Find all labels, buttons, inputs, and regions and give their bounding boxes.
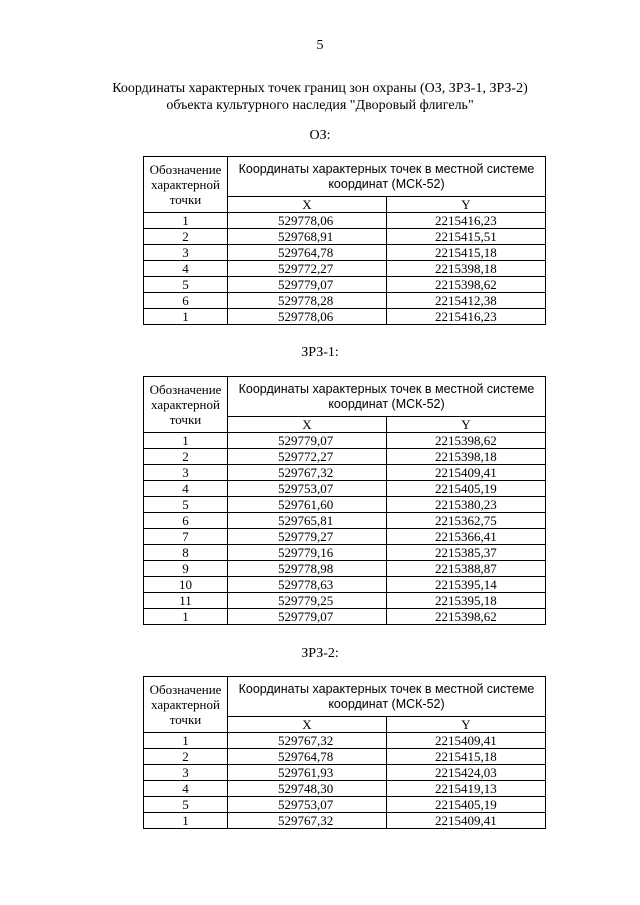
table-row xyxy=(144,465,546,481)
table-row xyxy=(144,245,546,261)
x-coordinate-cell: 529778,98 xyxy=(228,561,387,577)
coordinate-system-header: Координаты характерных точек в местной системе координат (МСК-52) xyxy=(228,677,546,717)
x-coordinate-cell: 529767,32 xyxy=(228,465,387,481)
x-coordinate-cell: 529767,32 xyxy=(228,733,387,749)
y-column-header: Y xyxy=(387,197,546,213)
table-row xyxy=(144,229,546,245)
point-number-cell: 11 xyxy=(144,593,228,609)
x-coordinate-cell: 529778,28 xyxy=(228,293,387,309)
x-coordinate-cell: 529779,27 xyxy=(228,529,387,545)
y-coordinate-cell: 2215416,23 xyxy=(387,213,546,229)
table-row xyxy=(144,577,546,593)
coordinates-table-oz xyxy=(143,156,546,325)
point-number-cell: 2 xyxy=(144,229,228,245)
table-row xyxy=(144,593,546,609)
y-coordinate-cell: 2215416,23 xyxy=(387,309,546,325)
x-column-header: X xyxy=(228,417,387,433)
point-number-cell: 4 xyxy=(144,261,228,277)
x-coordinate-cell: 529761,60 xyxy=(228,497,387,513)
table-row xyxy=(144,813,546,829)
table-row xyxy=(144,529,546,545)
y-column-header: Y xyxy=(387,417,546,433)
table-row xyxy=(144,545,546,561)
point-number-cell: 5 xyxy=(144,497,228,513)
table-row xyxy=(144,561,546,577)
table-row xyxy=(144,749,546,765)
x-coordinate-cell: 529764,78 xyxy=(228,245,387,261)
y-coordinate-cell: 2215398,18 xyxy=(387,261,546,277)
coordinate-system-header: Координаты характерных точек в местной системе координат (МСК-52) xyxy=(228,377,546,417)
y-coordinate-cell: 2215415,51 xyxy=(387,229,546,245)
x-coordinate-cell: 529767,32 xyxy=(228,813,387,829)
y-coordinate-cell: 2215419,13 xyxy=(387,781,546,797)
table-row xyxy=(144,293,546,309)
y-coordinate-cell: 2215405,19 xyxy=(387,481,546,497)
table-row xyxy=(144,277,546,293)
point-number-cell: 3 xyxy=(144,765,228,781)
x-coordinate-cell: 529768,91 xyxy=(228,229,387,245)
point-number-cell: 3 xyxy=(144,245,228,261)
y-column-header: Y xyxy=(387,717,546,733)
point-designation-header: Обозначение характерной точки xyxy=(144,377,228,433)
document-title-line-1: Координаты характерных точек границ зон охраны (ОЗ, ЗРЗ-1, ЗРЗ-2) xyxy=(112,81,528,96)
y-coordinate-cell: 2215398,18 xyxy=(387,449,546,465)
table-row xyxy=(144,513,546,529)
section-heading-zrz-2: ЗРЗ-2: xyxy=(301,646,339,661)
point-number-cell: 1 xyxy=(144,813,228,829)
point-number-cell: 4 xyxy=(144,781,228,797)
y-coordinate-cell: 2215405,19 xyxy=(387,797,546,813)
point-designation-header: Обозначение характерной точки xyxy=(144,677,228,733)
x-coordinate-cell: 529772,27 xyxy=(228,449,387,465)
table-row xyxy=(144,309,546,325)
y-coordinate-cell: 2215409,41 xyxy=(387,465,546,481)
point-number-cell: 1 xyxy=(144,733,228,749)
point-designation-header: Обозначение характерной точки xyxy=(144,157,228,213)
y-coordinate-cell: 2215385,37 xyxy=(387,545,546,561)
x-coordinate-cell: 529779,25 xyxy=(228,593,387,609)
x-coordinate-cell: 529765,81 xyxy=(228,513,387,529)
y-coordinate-cell: 2215398,62 xyxy=(387,277,546,293)
coordinates-table-zrz-1 xyxy=(143,376,546,625)
y-coordinate-cell: 2215362,75 xyxy=(387,513,546,529)
x-coordinate-cell: 529772,27 xyxy=(228,261,387,277)
y-coordinate-cell: 2215395,14 xyxy=(387,577,546,593)
y-coordinate-cell: 2215409,41 xyxy=(387,733,546,749)
point-number-cell: 5 xyxy=(144,797,228,813)
section-heading-oz: ОЗ: xyxy=(309,128,331,143)
document-title xyxy=(0,80,640,114)
y-coordinate-cell: 2215415,18 xyxy=(387,245,546,261)
y-coordinate-cell: 2215415,18 xyxy=(387,749,546,765)
x-coordinate-cell: 529779,07 xyxy=(228,609,387,625)
point-number-cell: 9 xyxy=(144,561,228,577)
table-row xyxy=(144,213,546,229)
y-coordinate-cell: 2215424,03 xyxy=(387,765,546,781)
x-coordinate-cell: 529753,07 xyxy=(228,797,387,813)
y-coordinate-cell: 2215395,18 xyxy=(387,593,546,609)
point-number-cell: 2 xyxy=(144,749,228,765)
x-coordinate-cell: 529753,07 xyxy=(228,481,387,497)
table-row xyxy=(144,449,546,465)
table-row xyxy=(144,261,546,277)
point-number-cell: 3 xyxy=(144,465,228,481)
point-number-cell: 8 xyxy=(144,545,228,561)
y-coordinate-cell: 2215380,23 xyxy=(387,497,546,513)
table-row xyxy=(144,433,546,449)
point-number-cell: 1 xyxy=(144,609,228,625)
x-coordinate-cell: 529764,78 xyxy=(228,749,387,765)
y-coordinate-cell: 2215366,41 xyxy=(387,529,546,545)
point-number-cell: 10 xyxy=(144,577,228,593)
point-number-cell: 5 xyxy=(144,277,228,293)
section-heading-zrz-1: ЗРЗ-1: xyxy=(301,345,339,360)
x-coordinate-cell: 529778,63 xyxy=(228,577,387,593)
x-coordinate-cell: 529748,30 xyxy=(228,781,387,797)
table-row xyxy=(144,765,546,781)
point-number-cell: 2 xyxy=(144,449,228,465)
x-coordinate-cell: 529779,07 xyxy=(228,433,387,449)
table-row xyxy=(144,733,546,749)
y-coordinate-cell: 2215409,41 xyxy=(387,813,546,829)
table-row xyxy=(144,781,546,797)
page-number: 5 xyxy=(316,38,324,53)
table-row xyxy=(144,797,546,813)
point-number-cell: 1 xyxy=(144,433,228,449)
x-coordinate-cell: 529778,06 xyxy=(228,309,387,325)
x-column-header: X xyxy=(228,717,387,733)
point-number-cell: 6 xyxy=(144,513,228,529)
table-row xyxy=(144,481,546,497)
point-number-cell: 1 xyxy=(144,213,228,229)
point-number-cell: 1 xyxy=(144,309,228,325)
coordinates-table-zrz-2 xyxy=(143,676,546,829)
coordinate-system-header: Координаты характерных точек в местной системе координат (МСК-52) xyxy=(228,157,546,197)
x-coordinate-cell: 529761,93 xyxy=(228,765,387,781)
y-coordinate-cell: 2215398,62 xyxy=(387,609,546,625)
x-coordinate-cell: 529779,07 xyxy=(228,277,387,293)
x-coordinate-cell: 529779,16 xyxy=(228,545,387,561)
x-coordinate-cell: 529778,06 xyxy=(228,213,387,229)
y-coordinate-cell: 2215398,62 xyxy=(387,433,546,449)
y-coordinate-cell: 2215388,87 xyxy=(387,561,546,577)
y-coordinate-cell: 2215412,38 xyxy=(387,293,546,309)
table-row xyxy=(144,497,546,513)
table-row xyxy=(144,609,546,625)
point-number-cell: 4 xyxy=(144,481,228,497)
point-number-cell: 7 xyxy=(144,529,228,545)
point-number-cell: 6 xyxy=(144,293,228,309)
document-title-line-2: объекта культурного наследия "Дворовый флигель" xyxy=(166,98,474,113)
x-column-header: X xyxy=(228,197,387,213)
